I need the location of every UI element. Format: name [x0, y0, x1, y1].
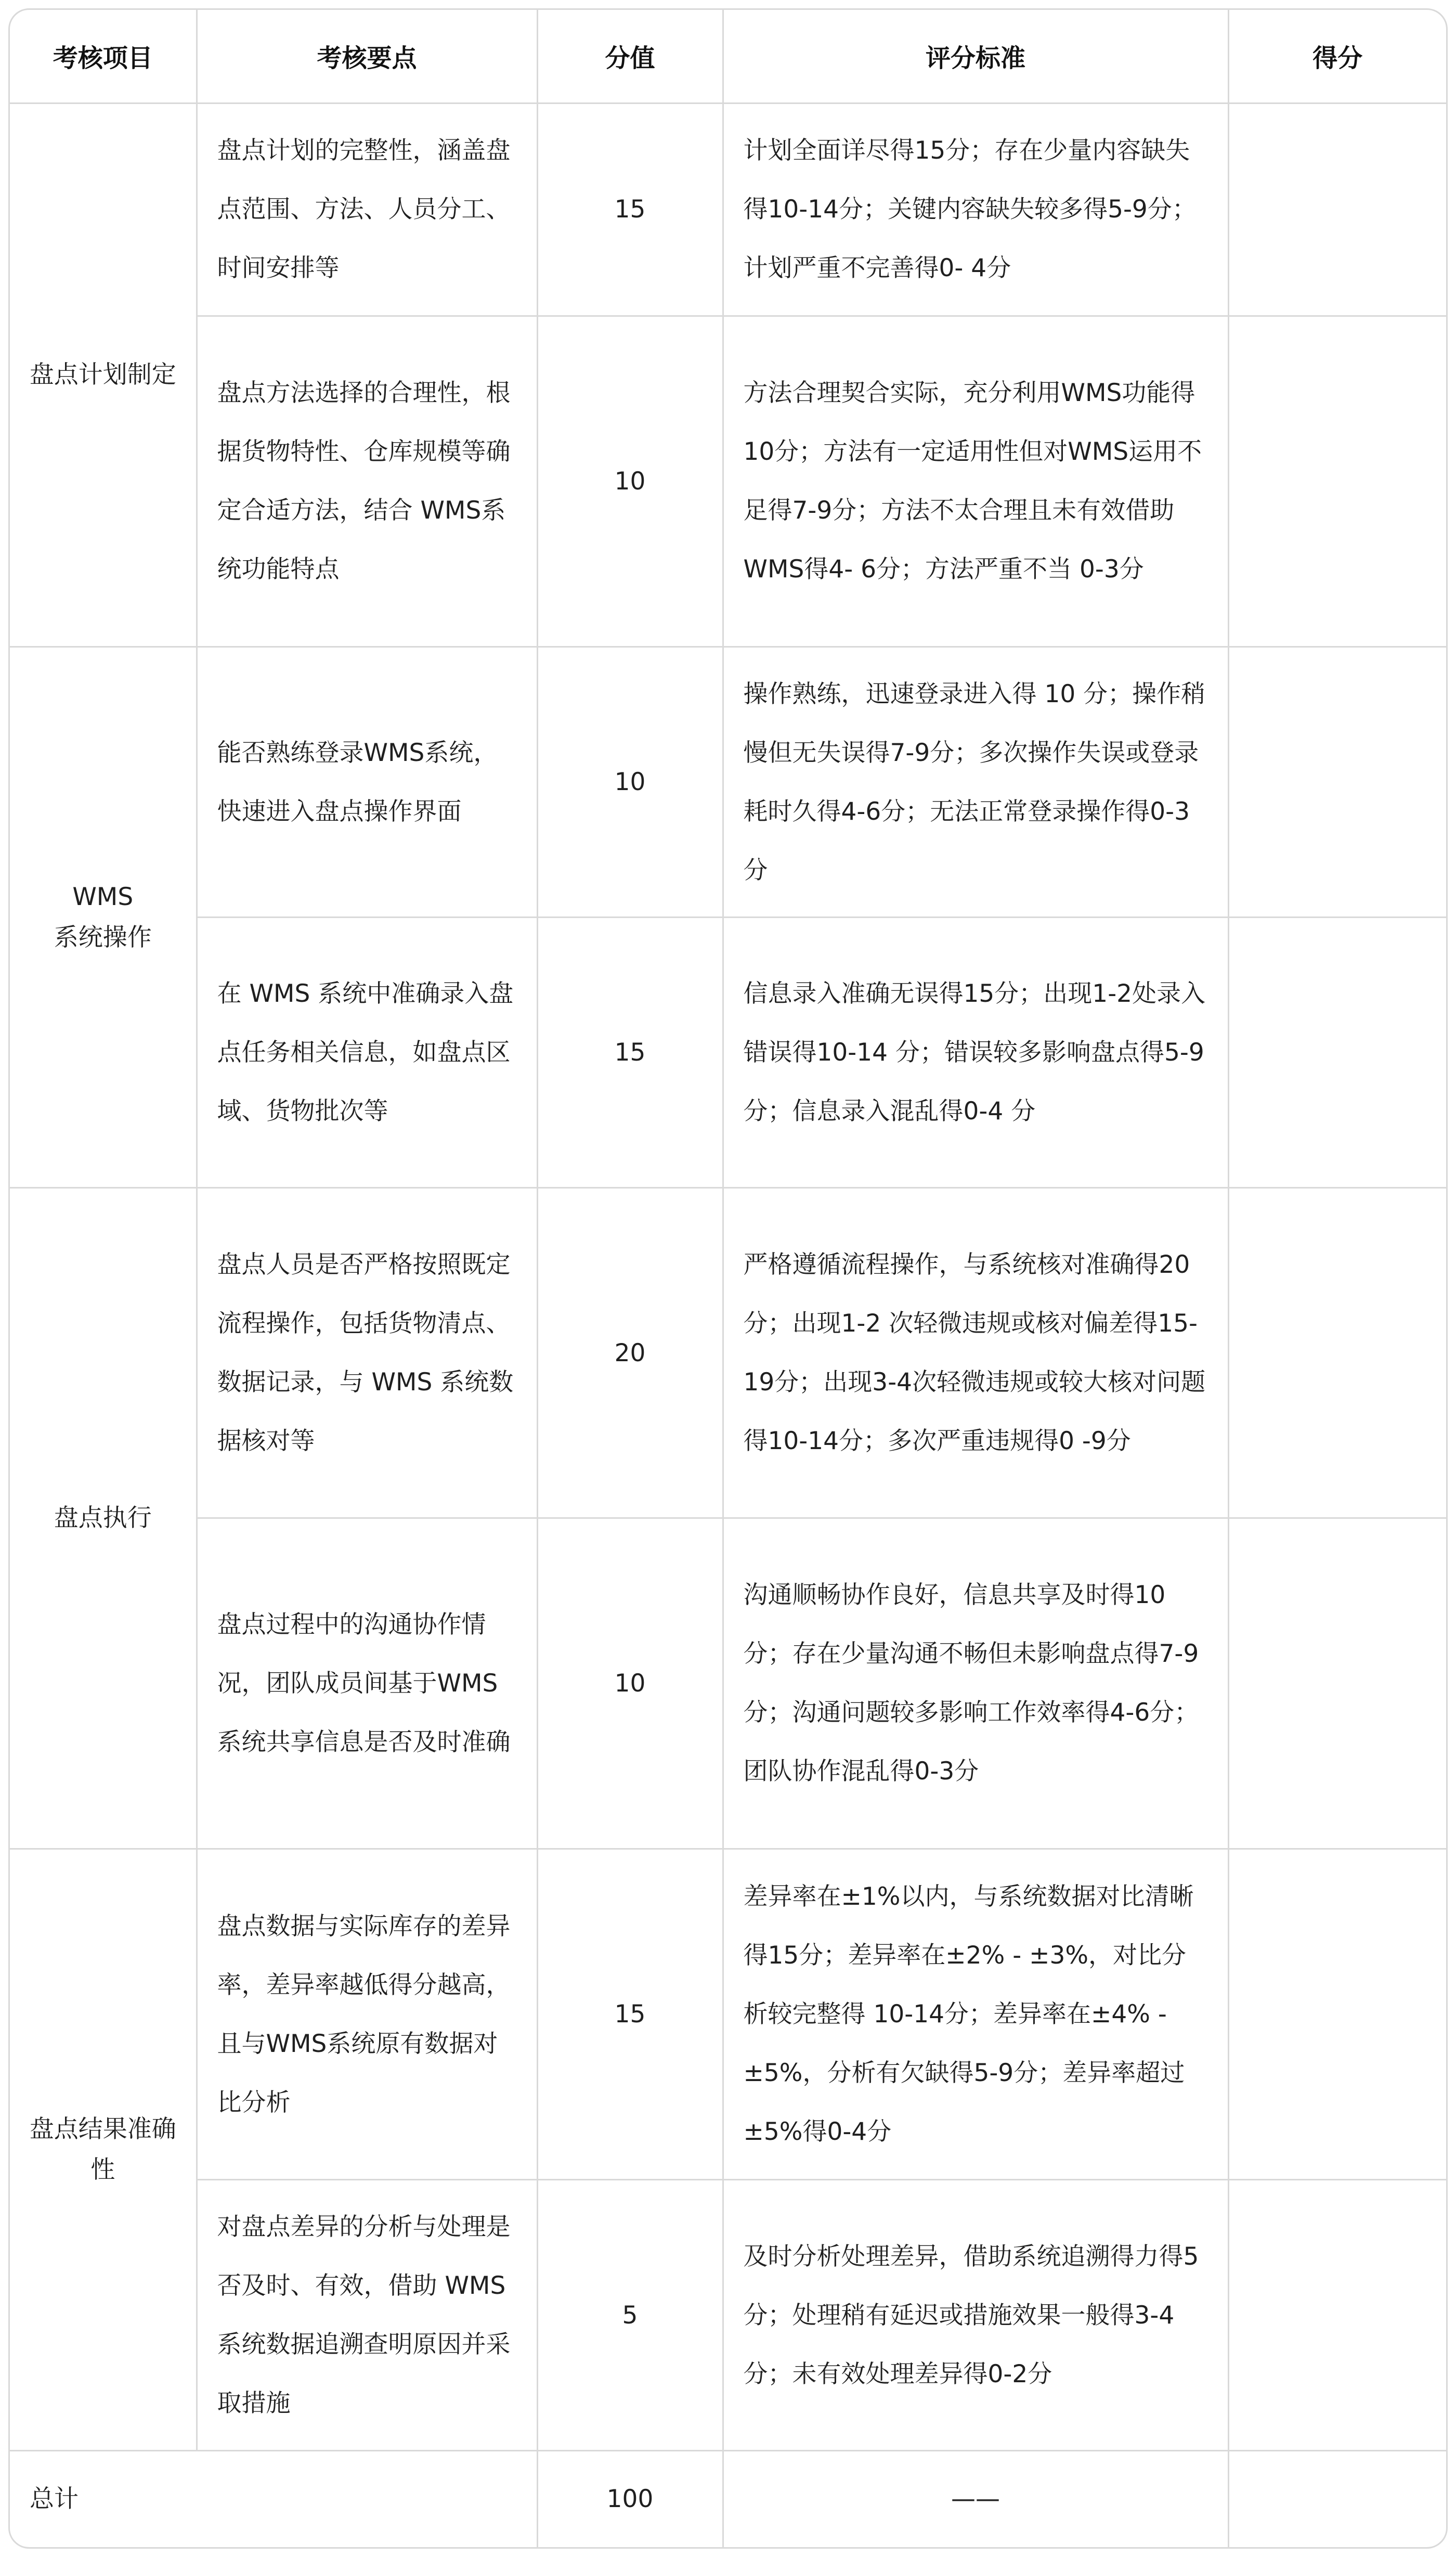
score-input-cell[interactable] [1228, 1518, 1446, 1849]
assessment-point-cell: 对盘点差异的分析与处理是否及时、有效，借助 WMS系统数据追溯查明原因并采取措施 [197, 2180, 537, 2450]
score-input-cell[interactable] [1228, 2180, 1446, 2450]
assessment-point-cell: 盘点方法选择的合理性，根据货物特性、仓库规模等确定合适方法，结合 WMS系统功能特点 [197, 316, 537, 647]
table-row [10, 1188, 1446, 1518]
score-value-cell: 5 [537, 2180, 723, 2450]
criteria-cell: 信息录入准确无误得15分；出现1-2处录入错误得10-14 分；错误较多影响盘点得5-9分；信息录入混乱得0-4 分 [723, 918, 1228, 1188]
total-score-cell[interactable] [1228, 2450, 1446, 2547]
criteria-cell: 严格遵循流程操作，与系统核对准确得20分；出现1-2 次轻微违规或核对偏差得15-19分；出现3-4次轻微违规或较大核对问题得10-14分；多次严重违规得0 -9分 [723, 1188, 1228, 1518]
assessment-point-cell: 能否熟练登录WMS系统，快速进入盘点操作界面 [197, 647, 537, 917]
assessment-table-container [8, 8, 1448, 2549]
category-label: WMS 系统操作 [54, 882, 152, 952]
table-row [10, 1518, 1446, 1849]
total-label: 总计 [10, 2450, 537, 2547]
score-value-cell: 10 [537, 1518, 723, 1849]
score-value-cell: 10 [537, 316, 723, 647]
score-value-cell: 20 [537, 1188, 723, 1518]
table-row [10, 647, 1446, 917]
assessment-table [10, 10, 1446, 2547]
score-input-cell[interactable] [1228, 918, 1446, 1188]
score-input-cell[interactable] [1228, 316, 1446, 647]
header-assessment-item: 考核项目 [10, 10, 197, 103]
category-result [10, 1849, 197, 2451]
criteria-cell: 及时分析处理差异，借助系统追溯得力得5分；处理稍有延迟或措施效果一般得3-4分；未有效处理差异得0-2分 [723, 2180, 1228, 2450]
score-value-cell: 15 [537, 1849, 723, 2180]
table-row [10, 1849, 1446, 2180]
header-assessment-point: 考核要点 [197, 10, 537, 103]
assessment-point-cell: 在 WMS 系统中准确录入盘点任务相关信息，如盘点区域、货物批次等 [197, 918, 537, 1188]
score-input-cell[interactable] [1228, 1849, 1446, 2180]
criteria-cell: 方法合理契合实际，充分利用WMS功能得10分；方法有一定适用性但对WMS运用不足得7-9分；方法不太合理且未有效借助 WMS得4- 6分；方法严重不当 0-3分 [723, 316, 1228, 647]
category-plan [10, 103, 197, 647]
criteria-cell: 沟通顺畅协作良好，信息共享及时得10分；存在少量沟通不畅但未影响盘点得7-9分；沟通问题较多影响工作效率得4-6分；团队协作混乱得0-3分 [723, 1518, 1228, 1849]
category-label: 盘点结果准确性 [29, 2114, 176, 2184]
score-input-cell[interactable] [1228, 1188, 1446, 1518]
assessment-point-cell: 盘点计划的完整性，涵盖盘点范围、方法、人员分工、时间安排等 [197, 103, 537, 316]
assessment-point-cell: 盘点人员是否严格按照既定流程操作，包括货物清点、数据记录，与 WMS 系统数据核对等 [197, 1188, 537, 1518]
table-row [10, 2180, 1446, 2450]
criteria-cell: 计划全面详尽得15分；存在少量内容缺失得10-14分；关键内容缺失较多得5-9分；计划严重不完善得0- 4分 [723, 103, 1228, 316]
category-wms [10, 647, 197, 1187]
score-input-cell[interactable] [1228, 103, 1446, 316]
category-exec [10, 1188, 197, 1849]
header-score: 得分 [1228, 10, 1446, 103]
criteria-cell: 差异率在±1%以内，与系统数据对比清晰得15分；差异率在±2% - ±3%，对比分析较完整得 10-14分；差异率在±4% - ±5%，分析有欠缺得5-9分；差异率超过±5%得0-4分 [723, 1849, 1228, 2180]
header-score-value: 分值 [537, 10, 723, 103]
total-value: 100 [537, 2450, 723, 2547]
category-label: 盘点计划制定 [29, 360, 176, 389]
total-criteria: —— [723, 2450, 1228, 2547]
criteria-cell: 操作熟练，迅速登录进入得 10 分；操作稍慢但无失误得7-9分；多次操作失误或登录耗时久得4-6分；无法正常登录操作得0-3分 [723, 647, 1228, 917]
total-row [10, 2450, 1446, 2547]
table-row [10, 103, 1446, 316]
table-header-row [10, 10, 1446, 103]
header-scoring-criteria: 评分标准 [723, 10, 1228, 103]
score-value-cell: 15 [537, 918, 723, 1188]
table-row [10, 316, 1446, 647]
table-row [10, 918, 1446, 1188]
assessment-point-cell: 盘点数据与实际库存的差异率，差异率越低得分越高，且与WMS系统原有数据对比分析 [197, 1849, 537, 2180]
score-input-cell[interactable] [1228, 647, 1446, 917]
score-value-cell: 15 [537, 103, 723, 316]
category-label: 盘点执行 [54, 1504, 152, 1533]
assessment-point-cell: 盘点过程中的沟通协作情况，团队成员间基于WMS 系统共享信息是否及时准确 [197, 1518, 537, 1849]
score-value-cell: 10 [537, 647, 723, 917]
